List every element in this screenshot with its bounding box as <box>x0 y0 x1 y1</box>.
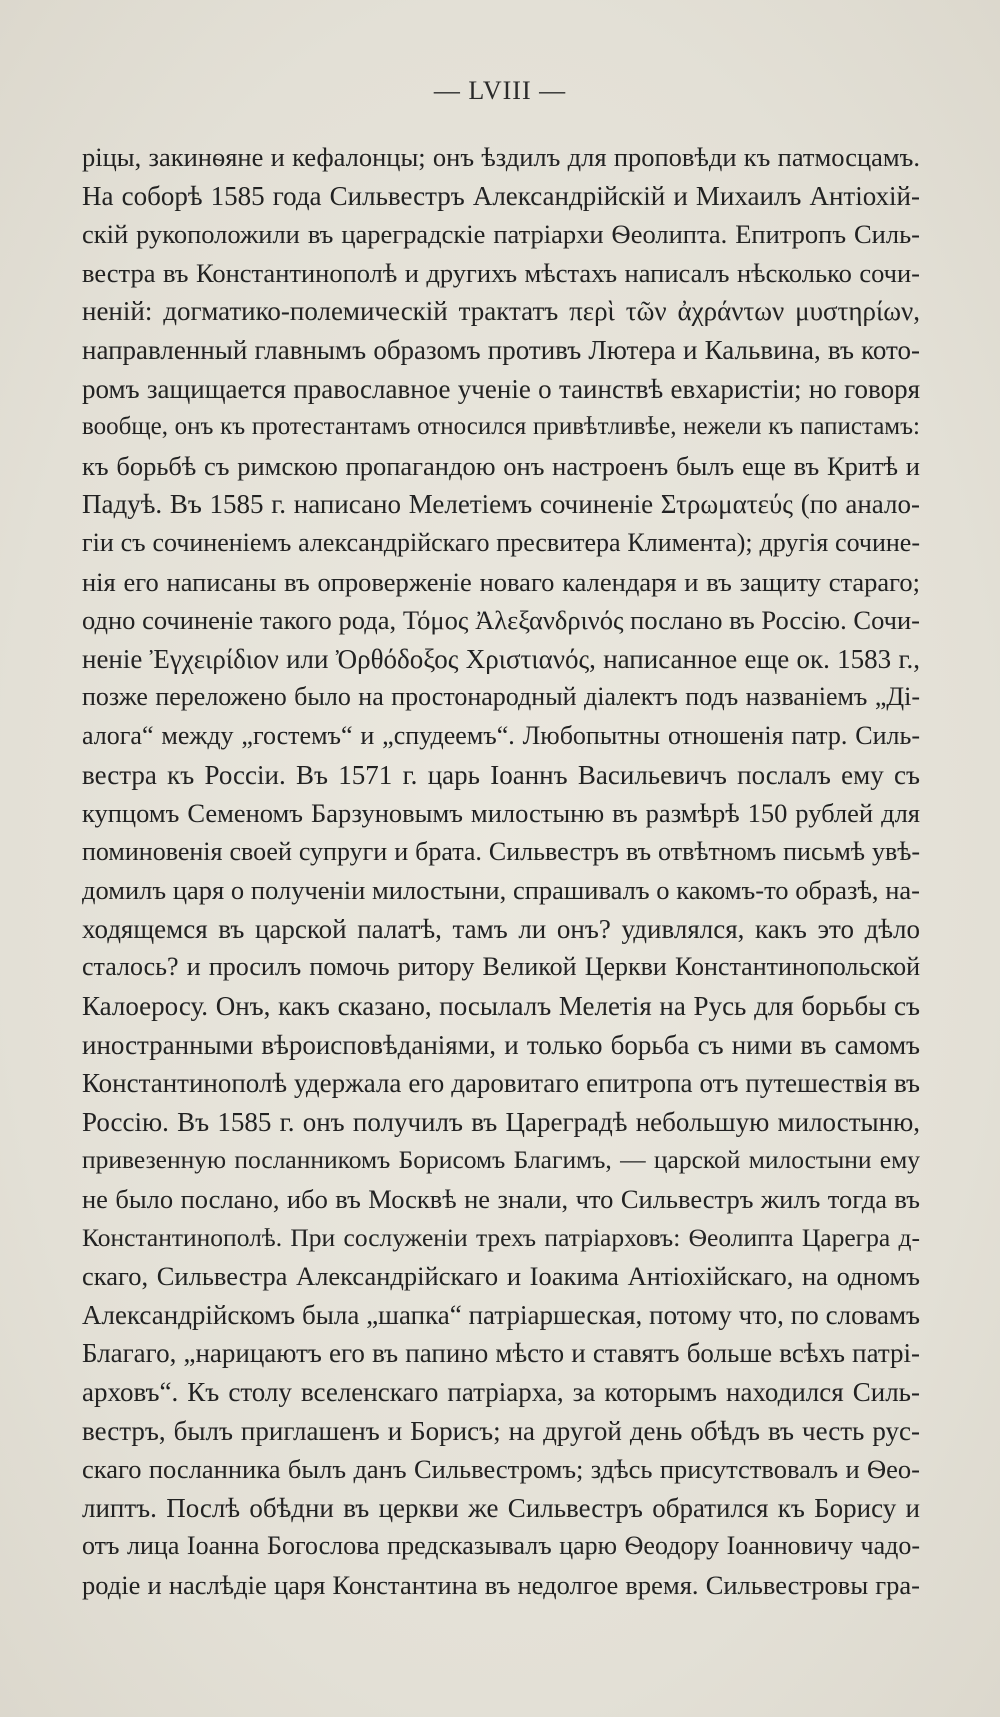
text-line: къ борьбѣ съ римскою пропагандою онъ настроенъ былъ еще въ Критѣ и <box>82 450 920 481</box>
text-line: купцомъ Семеномъ Барзуновымъ милостыню въ размѣрѣ 150 рублей для <box>82 798 920 829</box>
text-line: направленный главнымъ образомъ противъ Лютера и Кальвина, въ кото- <box>82 334 920 365</box>
text-line: ходящемся въ царской палатѣ, тамъ ли онъ? удивлялся, какъ это дѣло <box>82 913 920 944</box>
text-line: ромъ защищается православное ученіе о таинствѣ евхаристіи; но говоря <box>82 373 920 404</box>
text-line: гіи съ сочиненіемъ александрійскаго пресвитера Климента); другія сочине- <box>82 527 920 557</box>
text-line: неній: догматико-полемическій трактатъ περὶ τῶν ἀχράντων μυστηρίων, <box>82 296 920 327</box>
text-line: Константинополѣ удержала его даровитаго епитропа отъ путешествія въ <box>82 1068 920 1099</box>
text-line: родіе и наслѣдіе царя Константина въ недолгое время. Сильвестровы гра- <box>82 1569 920 1600</box>
text-line: ріцы, закинѳяне и кефалонцы; онъ ѣздилъ для проповѣди къ патмосцамъ. <box>82 142 920 172</box>
text-line: привезенную посланникомъ Борисомъ Благимъ, — царской милостыни ему <box>82 1145 920 1175</box>
text-line: липтъ. Послѣ обѣдни въ церкви же Сильвестръ обратился къ Борису и <box>82 1492 920 1523</box>
text-line: одно сочиненіе такого рода, Τόμος Ἀλεξανδρινός послано въ Россію. Сочи- <box>82 605 920 636</box>
body-text <box>82 138 920 1605</box>
text-line: скаго посланника былъ данъ Сильвестромъ; здѣсь присутствовалъ и Ѳео- <box>82 1454 920 1485</box>
text-line: нія его написаны въ опроверженіе новаго календаря и въ защиту стараго; <box>82 566 920 597</box>
text-line: домилъ царя о полученіи милостыни, спрашивалъ о какомъ-то образѣ, на- <box>82 875 920 906</box>
text-line: сталось? и просилъ помочь ритору Великой Церкви Константинопольской <box>82 952 920 982</box>
text-line: Александрійскомъ была „шапка“ патріаршеская, потому что, по словамъ <box>82 1299 920 1330</box>
page-number-header: — LVIII — <box>433 76 567 105</box>
text-line: иностранными вѣроисповѣданіями, и только борьба съ ними въ самомъ <box>82 1029 920 1060</box>
text-line: Благаго, „нарицаютъ его въ папино мѣсто и ставятъ больше всѣхъ патрі- <box>82 1338 920 1369</box>
text-line: Падуѣ. Въ 1585 г. написано Мелетіемъ сочиненіе Στρωματεύς (по анало- <box>82 489 920 520</box>
text-line: позже переложено было на простонародный діалектъ подъ названіемъ „Ді- <box>82 682 920 712</box>
text-line: вестра къ Россіи. Въ 1571 г. царь Іоаннъ Васильевичъ послалъ ему съ <box>82 759 920 790</box>
text-line: неніе Ἐγχειρίδιον или Ὀρθόδοξος Χριστιανός, написанное еще ок. 1583 г., <box>82 643 920 674</box>
text-line: Россію. Въ 1585 г. онъ получилъ въ Цареградѣ небольшую милостыню, <box>82 1106 920 1137</box>
text-line: арховъ“. Къ столу вселенскаго патріарха, за которымъ находился Силь- <box>82 1377 920 1407</box>
text-line: скій рукоположили въ цареградскіе патріархи Ѳеолипта. Епитропъ Силь- <box>82 219 920 250</box>
text-line: алога“ между „гостемъ“ и „спудеемъ“. Любопытны отношенія патр. Силь- <box>82 720 920 750</box>
text-line: На соборѣ 1585 года Сильвестръ Александрійскій и Михаилъ Антіохій- <box>82 180 920 211</box>
text-line: скаго, Сильвестра Александрійскаго и Іоакима Антіохійскаго, на одномъ <box>82 1261 920 1292</box>
text-line: вестръ, былъ приглашенъ и Борисъ; на другой день обѣдъ въ честь рус- <box>82 1415 920 1446</box>
text-line: поминовенія своей супруги и брата. Сильвестръ въ отвѣтномъ письмѣ увѣ- <box>82 836 920 866</box>
text-line: вообще, онъ къ протестантамъ относился привѣтливѣе, нежели къ папистамъ: <box>82 413 920 441</box>
text-line: Калоеросу. Онъ, какъ сказано, посылалъ Мелетія на Русь для борьбы съ <box>82 991 920 1022</box>
text-line: отъ лица Іоанна Богослова предсказывалъ царю Ѳеодору Іоанновичу чадо- <box>82 1531 920 1561</box>
text-line: Константинополѣ. При сослуженіи трехъ патріарховъ: Ѳеолипта Царегра д- <box>82 1222 920 1252</box>
text-line: не было послано, ибо въ Москвѣ не знали, что Сильвестръ жилъ тогда въ <box>82 1184 920 1215</box>
text-line: вестра въ Константинополѣ и другихъ мѣстахъ написалъ нѣсколько сочи- <box>82 257 920 288</box>
